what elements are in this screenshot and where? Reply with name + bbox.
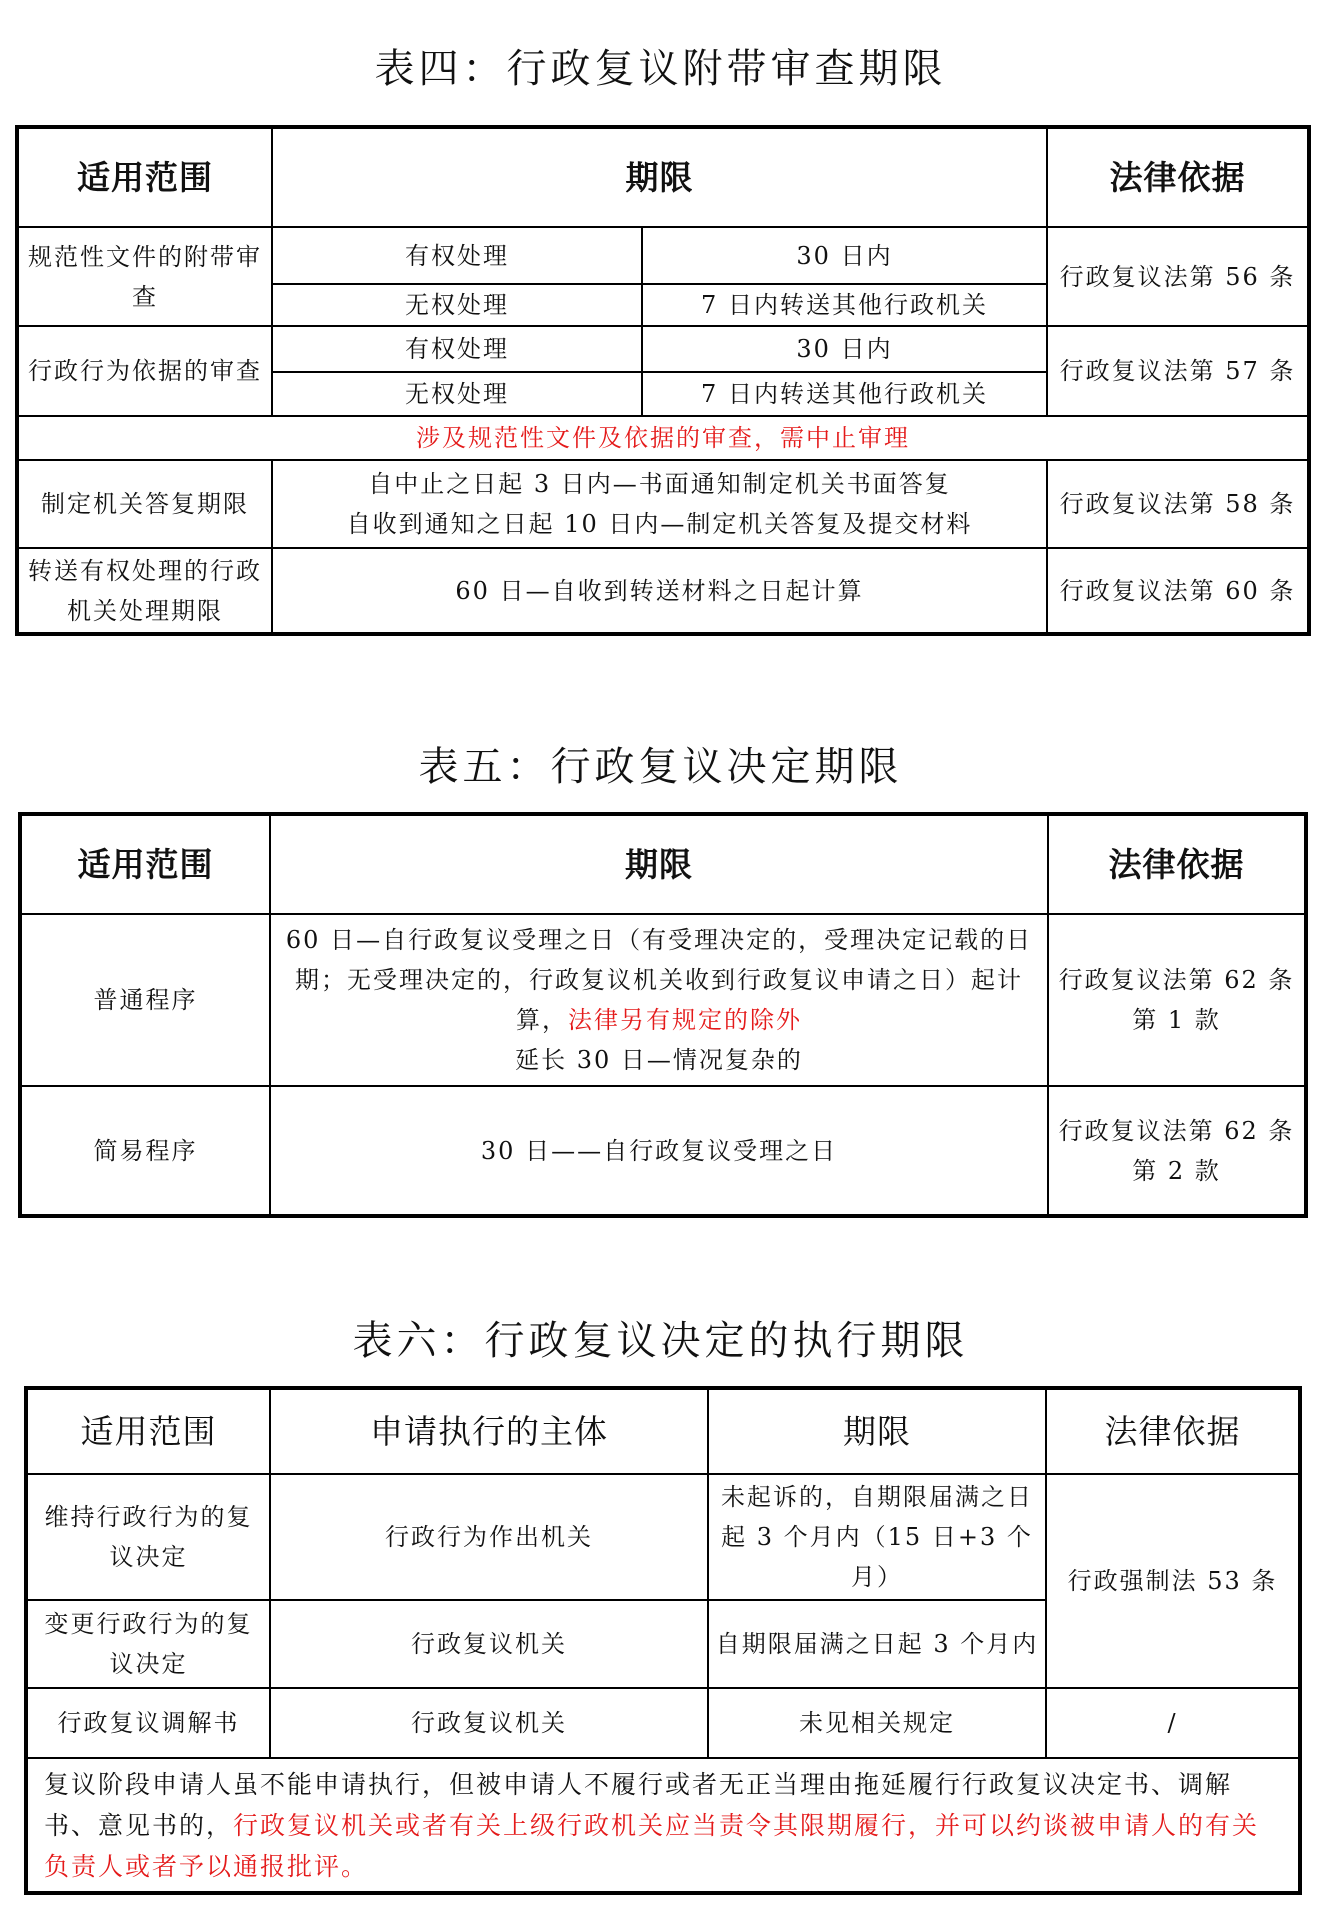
table6-header-subject: 申请执行的主体 bbox=[270, 1388, 708, 1474]
table5-r1-period bbox=[270, 914, 1048, 1086]
table4-r2b-case: 无权处理 bbox=[272, 372, 642, 416]
table6-note-text: 复议阶段申请人虽不能申请执行，但被申请人不履行或者无正当理由拖延履行行政复议决定书、调解书、意见书的， bbox=[44, 1769, 1233, 1840]
table5-r2-scope: 简易程序 bbox=[20, 1086, 270, 1216]
table6-execution-note bbox=[26, 1758, 1300, 1893]
table6-title: 表六：行政复议决定的执行期限 bbox=[352, 1318, 969, 1364]
table5-header-period: 期限 bbox=[270, 814, 1048, 914]
table5-title: 表五：行政复议决定期限 bbox=[418, 744, 903, 790]
table5 bbox=[18, 812, 1308, 1218]
table5-r1-period-exception: 法律另有规定的除外 bbox=[568, 1006, 802, 1034]
table4-r1b-case: 无权处理 bbox=[272, 284, 642, 326]
table6-r3-subject: 行政复议机关 bbox=[270, 1688, 708, 1758]
table4-r4-period: 60 日—自收到转送材料之日起计算 bbox=[272, 548, 1047, 634]
table4-r1b-period: 7 日内转送其他行政机关 bbox=[642, 284, 1047, 326]
table4-r4-basis: 行政复议法第 60 条 bbox=[1047, 548, 1309, 634]
table6-header-scope: 适用范围 bbox=[26, 1388, 270, 1474]
table5-r2-basis-clause: 第 2 款 bbox=[1132, 1156, 1221, 1185]
table4-r3-scope: 制定机关答复期限 bbox=[17, 460, 272, 548]
table5-r1-scope: 普通程序 bbox=[20, 914, 270, 1086]
table4-header-basis: 法律依据 bbox=[1047, 127, 1309, 227]
table4-r3-period-line1: 自中止之日起 3 日内—书面通知制定机关书面答复 bbox=[368, 470, 951, 498]
table5-r1-period-extension: 延长 30 日—情况复杂的 bbox=[515, 1046, 803, 1074]
table4 bbox=[15, 125, 1311, 636]
table5-header-scope: 适用范围 bbox=[20, 814, 270, 914]
table4-r2a-case: 有权处理 bbox=[272, 326, 642, 372]
table6-r2-scope: 变更行政行为的复议决定 bbox=[26, 1600, 270, 1688]
table6-r1-period: 未起诉的，自期限届满之日起 3 个月内（15 日+3 个月） bbox=[708, 1474, 1046, 1600]
table6-header-period: 期限 bbox=[708, 1388, 1046, 1474]
table6-r3-period: 未见相关规定 bbox=[708, 1688, 1046, 1758]
table4-title: 表四：行政复议附带审查期限 bbox=[374, 46, 947, 92]
table5-r1-basis bbox=[1048, 914, 1306, 1086]
table4-r3-period bbox=[272, 460, 1047, 548]
table6-r3-scope: 行政复议调解书 bbox=[26, 1688, 270, 1758]
table5-header-basis: 法律依据 bbox=[1048, 814, 1306, 914]
table6-r1-scope: 维持行政行为的复议决定 bbox=[26, 1474, 270, 1600]
table4-suspension-note: 涉及规范性文件及依据的审查，需中止审理 bbox=[17, 416, 1309, 460]
table6-r3-basis: / bbox=[1046, 1688, 1300, 1758]
table4-r1a-case: 有权处理 bbox=[272, 227, 642, 284]
table6-r2-period: 自期限届满之日起 3 个月内 bbox=[708, 1600, 1046, 1688]
table4-header-scope: 适用范围 bbox=[17, 127, 272, 227]
table4-r1a-period: 30 日内 bbox=[642, 227, 1047, 284]
table4-r3-period-line2: 自收到通知之日起 10 日内—制定机关答复及提交材料 bbox=[346, 510, 973, 538]
table5-r2-period: 30 日——自行政复议受理之日 bbox=[270, 1086, 1048, 1216]
table4-r2a-period: 30 日内 bbox=[642, 326, 1047, 372]
table5-r2-basis-law: 行政复议法第 62 条 bbox=[1058, 1116, 1295, 1145]
table4-r2b-period: 7 日内转送其他行政机关 bbox=[642, 372, 1047, 416]
table4-header-period: 期限 bbox=[272, 127, 1047, 227]
table5-r1-basis-clause: 第 1 款 bbox=[1132, 1006, 1221, 1034]
table4-r1-scope: 规范性文件的附带审查 bbox=[17, 227, 272, 326]
table6-note-highlight: 行政复议机关或者有关上级行政机关应当责令其限期履行，并可以约谈被申请人的有关负责人或者予以通报批评。 bbox=[44, 1810, 1260, 1881]
table6-r2-subject: 行政复议机关 bbox=[270, 1600, 708, 1688]
table5-r1-period-text: 60 日—自行政复议受理之日（有受理决定的，受理决定记载的日期；无受理决定的，行政复议机关收到行政复议申请之日）起计算， bbox=[285, 926, 1033, 1034]
table4-r3-basis: 行政复议法第 58 条 bbox=[1047, 460, 1309, 548]
table5-r2-basis bbox=[1048, 1086, 1306, 1216]
table4-r4-scope: 转送有权处理的行政机关处理期限 bbox=[17, 548, 272, 634]
table4-r1-basis: 行政复议法第 56 条 bbox=[1047, 227, 1309, 326]
table6-r1-subject: 行政行为作出机关 bbox=[270, 1474, 708, 1600]
table4-r2-basis: 行政复议法第 57 条 bbox=[1047, 326, 1309, 416]
table6-header-basis: 法律依据 bbox=[1046, 1388, 1300, 1474]
table6-r12-basis: 行政强制法 53 条 bbox=[1046, 1474, 1300, 1688]
table6 bbox=[24, 1386, 1302, 1895]
table4-r2-scope: 行政行为依据的审查 bbox=[17, 326, 272, 416]
table5-r1-basis-law: 行政复议法第 62 条 bbox=[1058, 966, 1295, 994]
